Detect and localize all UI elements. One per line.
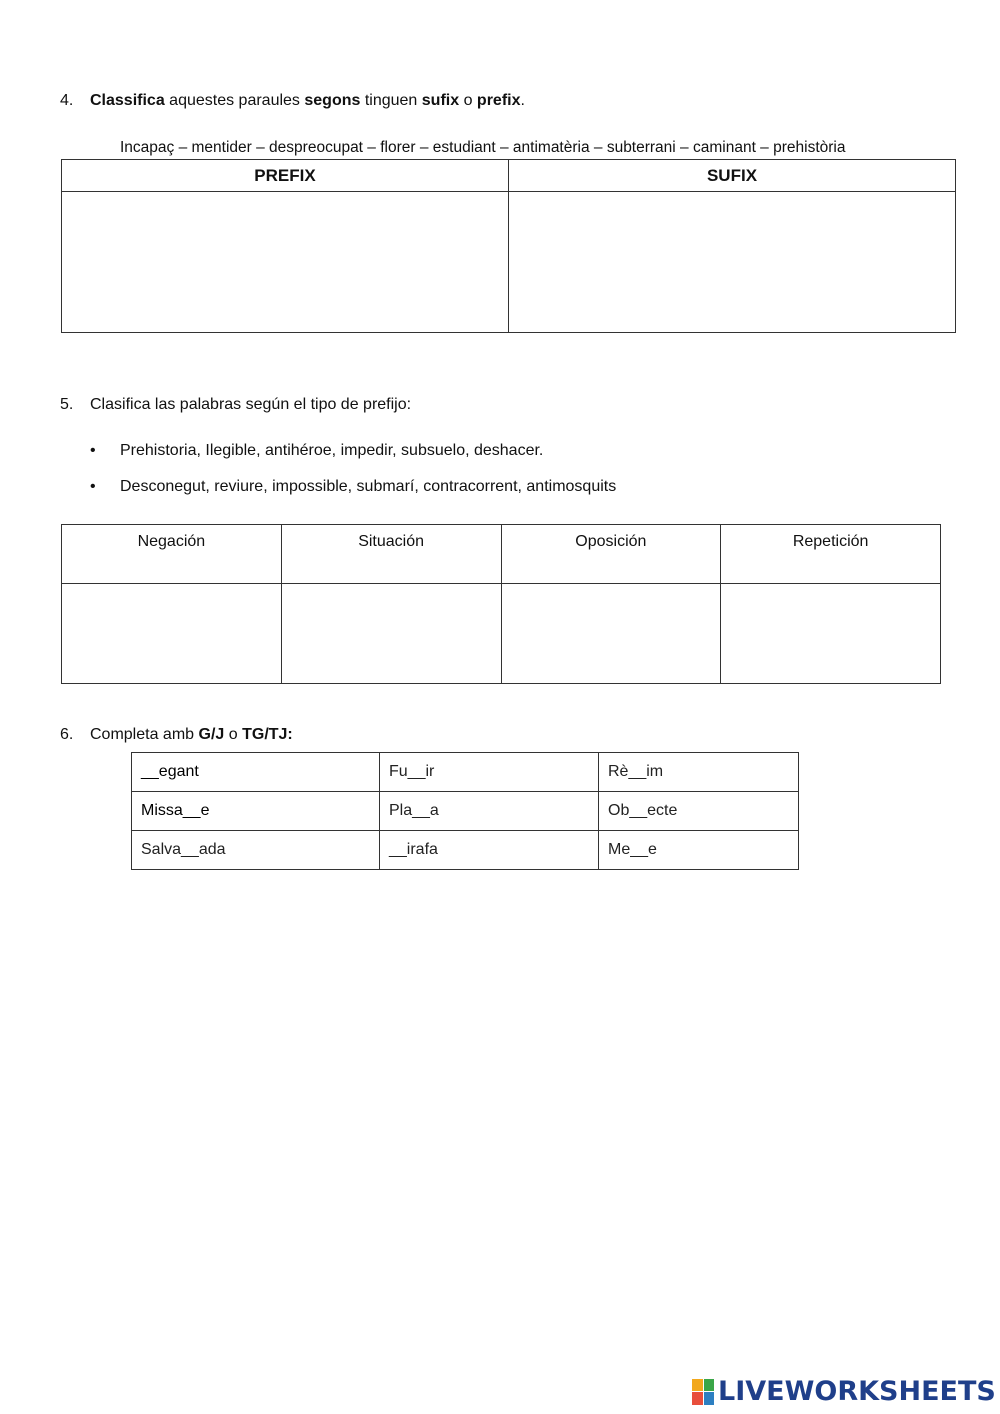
table-row xyxy=(132,753,799,792)
word-cell[interactable]: __irafa xyxy=(380,831,599,870)
list-item xyxy=(90,441,543,461)
word-cell[interactable]: Me__e xyxy=(599,831,799,870)
word-cell[interactable]: Rè__im xyxy=(599,753,799,792)
q6-text: Completa amb xyxy=(90,726,199,743)
question-6 xyxy=(60,725,293,745)
q6-text: o xyxy=(224,726,243,743)
repeticion-answer-cell[interactable] xyxy=(721,584,941,684)
oposicion-answer-cell[interactable] xyxy=(501,584,721,684)
word-cell[interactable]: __egant xyxy=(132,753,380,792)
sufix-answer-cell[interactable] xyxy=(509,192,956,333)
q4-word-list: Incapaç – mentider – despreocupat – florer – estudiant – antimatèria – subterrani – caminant – prehistòria xyxy=(120,139,846,156)
question-number: 5. xyxy=(60,396,74,413)
q5-text: Clasifica las palabras según el tipo de prefijo: xyxy=(90,396,412,413)
q6-word-gj: G/J xyxy=(198,726,225,743)
word-cell[interactable]: Fu__ir xyxy=(380,753,599,792)
q4-text: . xyxy=(520,92,525,109)
q4-word-segons: segons xyxy=(304,92,361,109)
question-number: 6. xyxy=(60,726,74,743)
brand-name: LIVEWORKSHEETS xyxy=(718,1376,996,1407)
liveworksheets-logo-icon xyxy=(692,1379,714,1405)
table-row xyxy=(132,792,799,831)
q4-text: aquestes paraules xyxy=(164,92,305,109)
bullet-icon: • xyxy=(90,442,96,459)
q4-text: tinguen xyxy=(360,92,422,109)
q4-word-classifica: Classifica xyxy=(90,92,165,109)
table-row xyxy=(132,831,799,870)
q6-word-tgtj: TG/TJ: xyxy=(242,726,293,743)
negacion-answer-cell[interactable] xyxy=(62,584,282,684)
word-cell[interactable]: Missa__e xyxy=(132,792,380,831)
q4-word-sufix: sufix xyxy=(421,92,460,109)
question-number: 4. xyxy=(60,92,74,109)
q4-text: o xyxy=(459,92,477,109)
prefix-answer-cell[interactable] xyxy=(62,192,509,333)
situacion-answer-cell[interactable] xyxy=(281,584,501,684)
oposicion-header: Oposición xyxy=(501,525,721,584)
question-5 xyxy=(60,395,411,415)
bullet-icon: • xyxy=(90,478,96,495)
situacion-header: Situación xyxy=(281,525,501,584)
list-item xyxy=(90,477,616,497)
bullet-text: Prehistoria, Ilegible, antihéroe, impedir, subsuelo, deshacer. xyxy=(120,442,544,459)
bullet-text: Desconegut, reviure, impossible, submarí, contracorrent, antimosquits xyxy=(120,478,617,495)
word-cell[interactable]: Salva__ada xyxy=(132,831,380,870)
word-cell[interactable]: Pla__a xyxy=(380,792,599,831)
liveworksheets-logo xyxy=(692,1376,996,1407)
word-cell[interactable]: Ob__ecte xyxy=(599,792,799,831)
prefix-sufix-table xyxy=(61,159,956,333)
q4-word-prefix: prefix xyxy=(476,92,521,109)
negacion-header: Negación xyxy=(62,525,282,584)
complete-words-table xyxy=(131,752,799,870)
sufix-header: SUFIX xyxy=(509,160,956,192)
prefix-type-table xyxy=(61,524,941,684)
prefix-header: PREFIX xyxy=(62,160,509,192)
question-4 xyxy=(60,91,525,111)
repeticion-header: Repetición xyxy=(721,525,941,584)
